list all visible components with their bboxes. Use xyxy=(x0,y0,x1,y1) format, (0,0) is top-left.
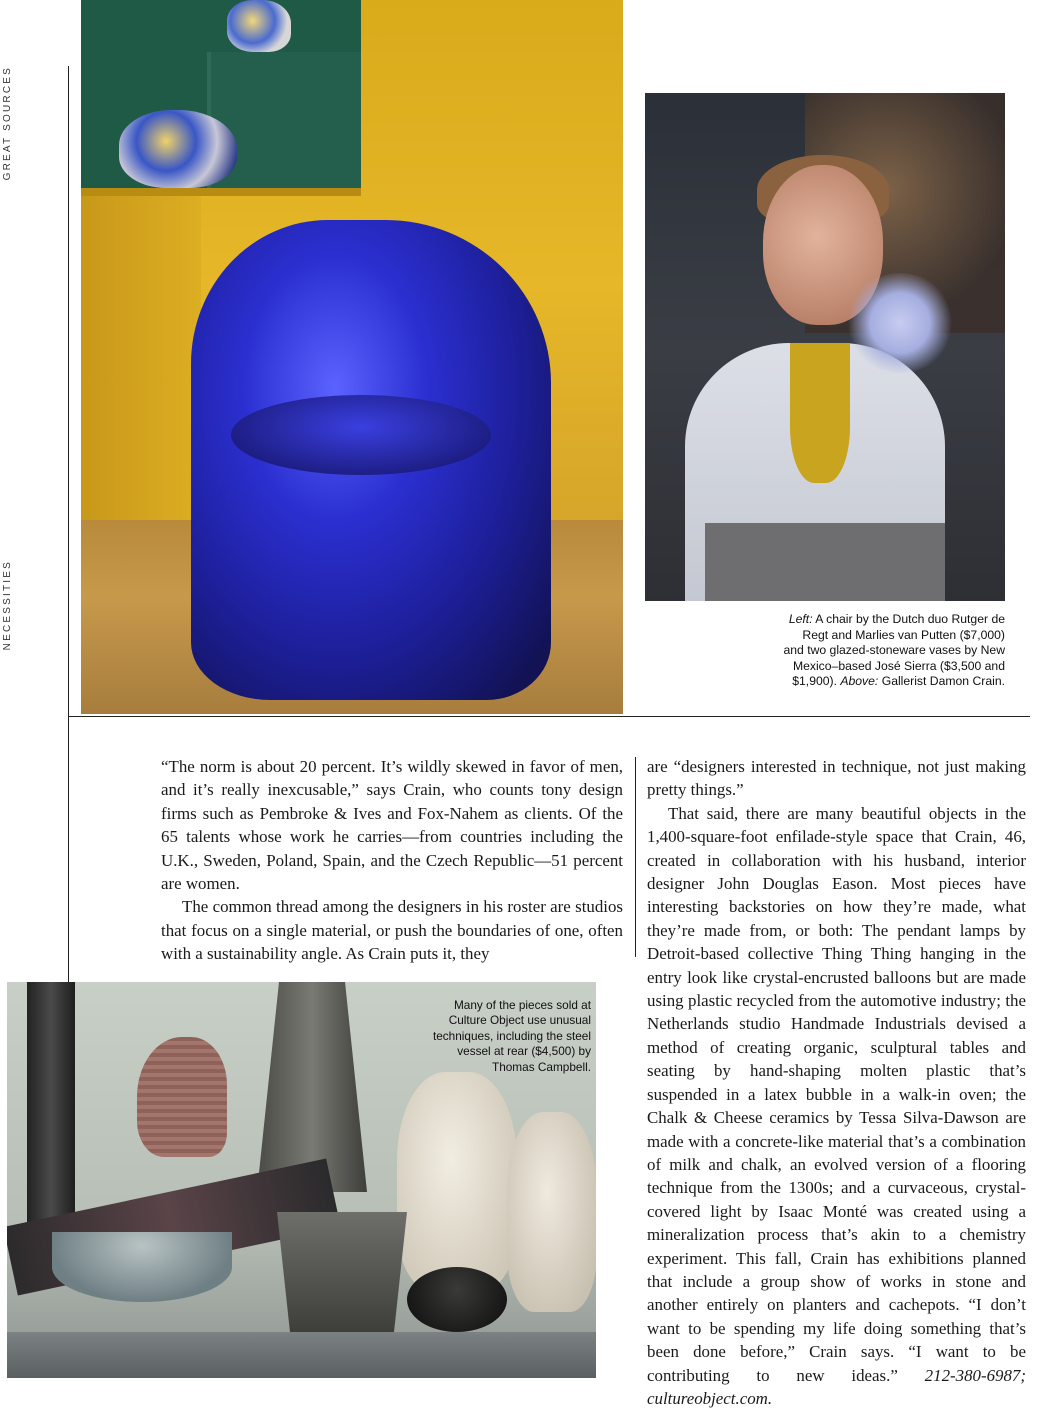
chair-photo xyxy=(81,0,623,714)
article-paragraph: are “designers interested in technique, not just making pretty things.” xyxy=(647,757,1026,800)
vertical-rule xyxy=(68,66,69,982)
portrait-photo xyxy=(645,93,1005,601)
caption-lead-above: Above: xyxy=(840,674,879,689)
article-paragraph: “The norm is about 20 percent. It’s wildly skewed in favor of men, and it’s really inexcusable,” says Crain, who counts tony design firms such as Pembroke & Ives and Fox-Nahem as clients. Of the 65 talents whose work he carries—from countries including the U.K., Sweden, Poland, Spain, and the Czech Republic—51 percent are women. xyxy=(161,757,623,894)
caption-text-above: Gallerist Damon Crain. xyxy=(881,674,1005,689)
vase-image xyxy=(227,0,291,52)
contact-info: 212-380-6987; cultureobject.com. xyxy=(647,1365,1026,1408)
article-paragraph: That said, there are many beautiful objects in the 1,400-square-foot enfilade-style space that Crain, 46, created in collaboration with his husband, interior designer John Douglas Eason. Most pieces have interesting backstories on how they’re made, what they’re made from, or both: The pendant lamps by Detroit-based collective Thing Thing hanging in the entry look like crystal-encrusted balloons but are made using plastic recycled from the automotive industry; the Netherlands studio Handmade Industrials devised a method of creating organic, sculptural tables and seating by hand-shaping molten plastic that’s suspended in a latex bubble in a walk-in oven; the Chalk & Cheese ceramics by Tessa Silva-Dawson are made with a concrete-like material that’s a combination of milk and chalk, an evolved version of a flooring technique from the 1300s; and a curvaceous, crystal-covered light by Isaac Monté was created using a mineralization process that’s akin to a chemistry experiment. This fall, Crain has exhibitions planned that include a group show of works in stone and another entirely on planters and cachepots. “I don’t want to be spending my life doing something that’s been done before,” Crain says. “I want to be contributing to new ideas.” xyxy=(647,803,1026,1385)
objects-caption: Many of the pieces sold at Culture Object use unusual techniques, including the steel vessel at rear ($4,500) by Thomas Campbell. xyxy=(432,998,591,1074)
caption-text-left: A chair by the Dutch duo Rutger de Regt and Marlies van Putten ($7,000) and two glazed-stoneware vases by New Mexico–based José Sierra ($3,500 and $1,900). xyxy=(783,612,1005,689)
article-column-2 xyxy=(647,755,1026,1410)
horizontal-rule xyxy=(68,716,1030,717)
steel-basket-image xyxy=(277,1212,407,1332)
agapanthus-flower-image xyxy=(845,273,955,373)
caption-lead-left: Left: xyxy=(788,612,813,626)
department-running-head: NECESSITIES xyxy=(2,560,13,651)
vase-image xyxy=(119,110,237,188)
article-paragraph: The common thread among the designers in his roster are studios that focus on a single material, or push the boundaries of one, often with a sustainability angle. As Crain puts it, they xyxy=(161,897,623,964)
article-column-1 xyxy=(161,755,623,966)
section-running-head: GREAT SOURCES xyxy=(2,66,13,181)
bowl-image xyxy=(52,1232,232,1302)
column-rule xyxy=(635,757,636,957)
photo-caption xyxy=(780,612,1005,690)
objects-photo xyxy=(7,982,596,1378)
